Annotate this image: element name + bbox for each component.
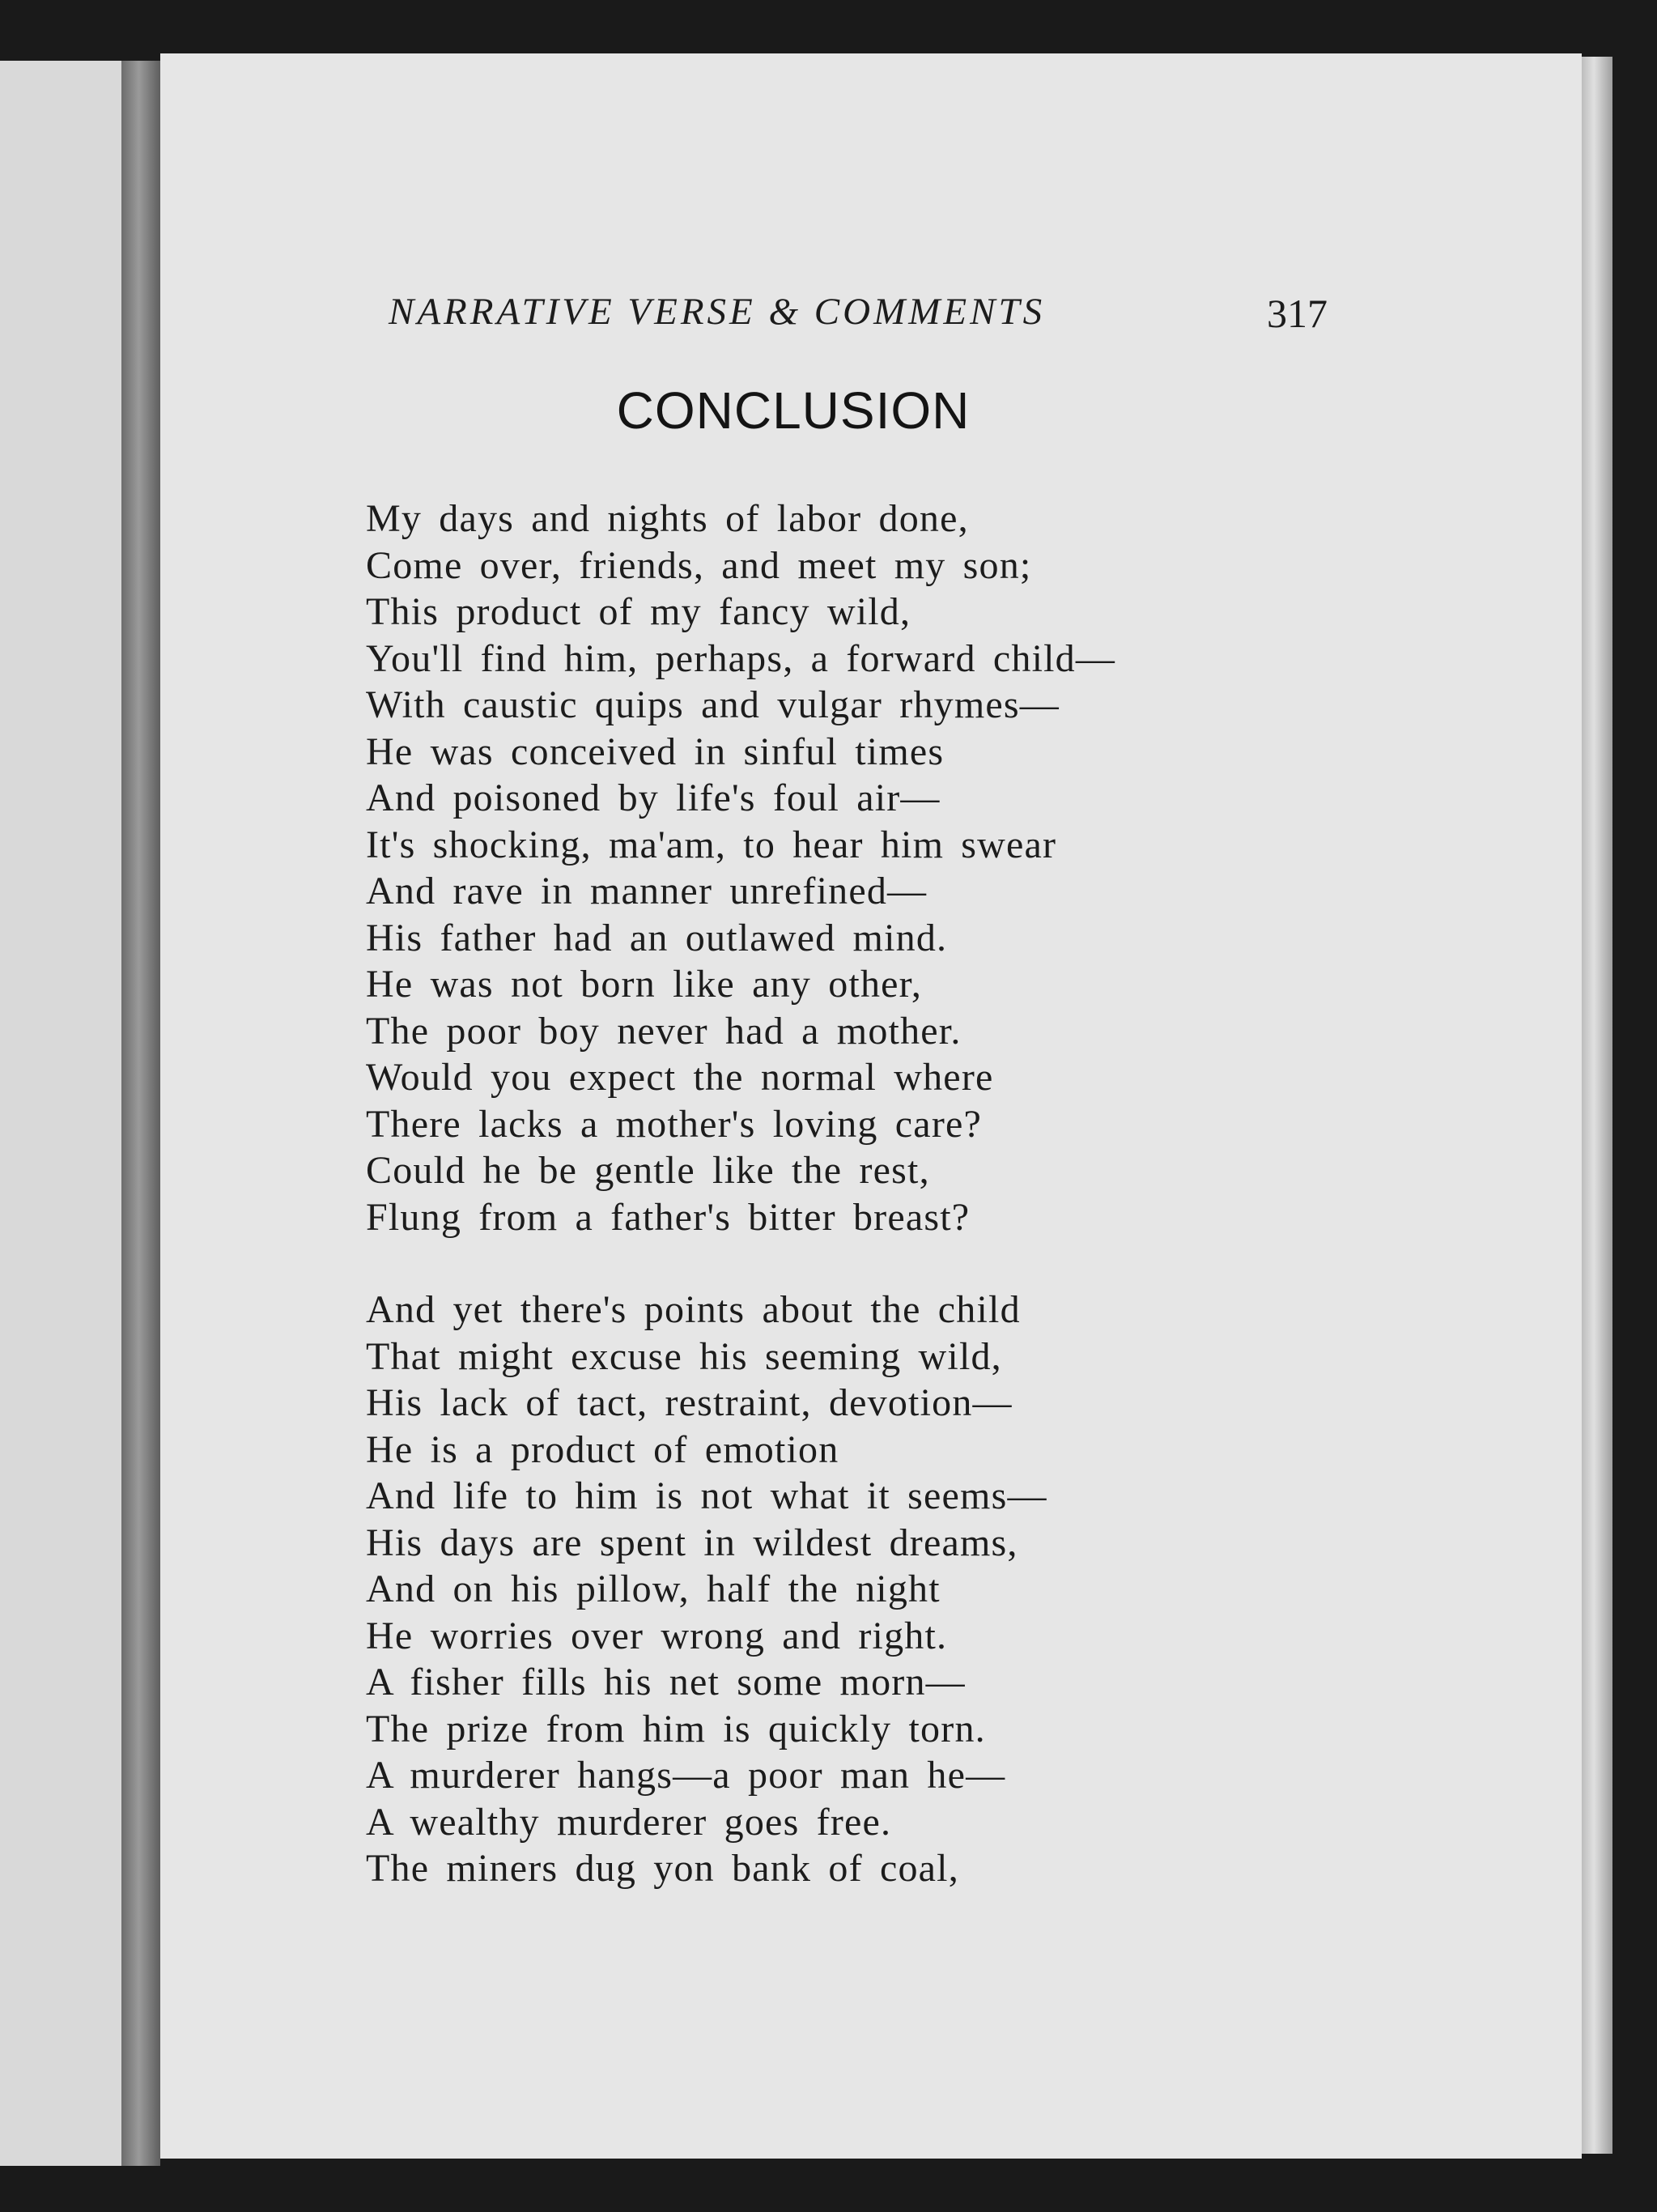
poem-line: And yet there's points about the child [366,1288,1021,1331]
poem-line: And on his pillow, half the night [366,1568,941,1610]
poem-line: Could he be gentle like the rest, [366,1149,930,1192]
poem-line: That might excuse his seeming wild, [366,1334,1002,1378]
poem-line: The miners dug yon bank of coal, [366,1847,959,1890]
poem-line: His father had an outlawed mind. [366,916,948,959]
poem-line: Come over, friends, and meet my son; [366,543,1032,587]
poem-line: A wealthy murderer goes free. [366,1800,892,1844]
poem-line: A fisher fills his net some morn— [366,1661,966,1704]
poem-line: Flung from a father's bitter breast? [366,1195,971,1239]
page-stack-edge [1582,57,1612,2154]
page-number: 317 [1267,291,1328,336]
book-gutter [121,61,160,2166]
poem-line: This product of my fancy wild, [366,590,911,633]
poem-line: He was not born like any other, [366,963,923,1006]
poem-line: The poor boy never had a mother. [366,1009,962,1053]
poem-body [366,496,1337,1938]
poem-line: You'll find him, perhaps, a forward child— [366,636,1116,680]
poem-line: He worries over wrong and right. [366,1614,948,1657]
facing-page-edge [0,61,121,2166]
poem-line: And rave in manner unrefined— [366,870,928,912]
poem-line: With caustic quips and vulgar rhymes— [366,683,1060,726]
poem-line: His lack of tact, restraint, devotion— [366,1381,1013,1424]
poem-line: There lacks a mother's loving care? [366,1102,983,1146]
poem-line: And life to him is not what it seems— [366,1474,1047,1517]
poem-title: CONCLUSION [616,381,971,440]
poem-line: And poisoned by life's foul air— [366,776,941,819]
poem-line: Would you expect the normal where [366,1056,994,1099]
poem-line: He was conceived in sinful times [366,730,945,773]
running-head-title: NARRATIVE VERSE & COMMENTS [389,291,1046,333]
poem-line: His days are spent in wildest dreams, [366,1521,1018,1564]
stanza [366,496,1337,1240]
running-head [389,283,1328,348]
poem-line: My days and nights of labor done, [366,497,969,540]
poem-line: A murderer hangs—a poor man he— [366,1754,1006,1797]
poem-line: It's shocking, ma'am, to hear him swear [366,823,1057,866]
poem-line: The prize from him is quickly torn. [366,1707,986,1750]
stanza [366,1287,1337,1892]
poem-line: He is a product of emotion [366,1427,839,1471]
